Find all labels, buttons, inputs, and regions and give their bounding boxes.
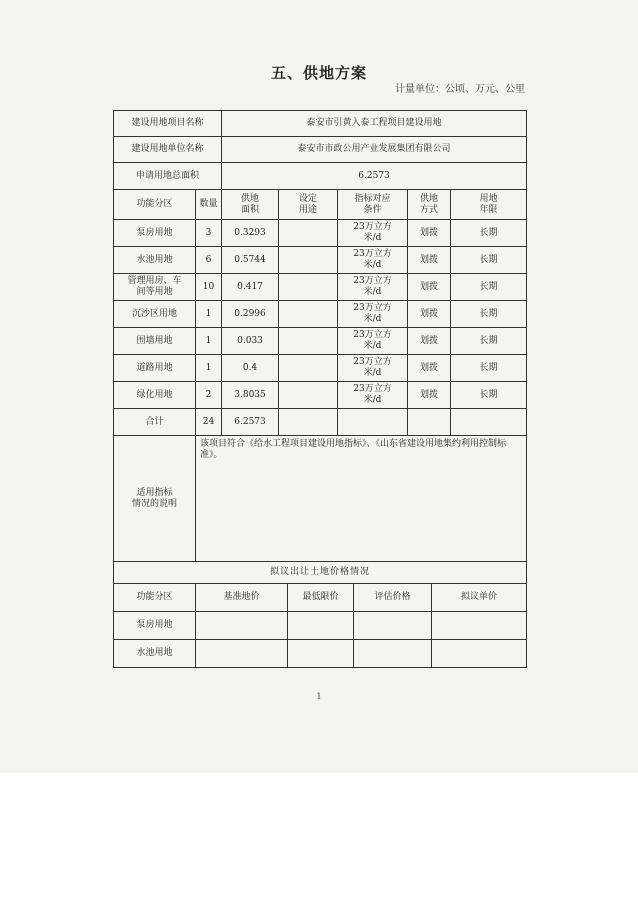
- cell-area: 0.2996: [222, 301, 279, 328]
- cell-method: 划拨: [408, 220, 451, 247]
- cell-cond: 23万立方 米/d: [338, 355, 408, 382]
- unit-note: 计量单位：公顷、万元、公里: [395, 84, 525, 95]
- table-header-row: [114, 190, 527, 220]
- cell-term: 长期: [451, 274, 527, 301]
- cell-term: 长期: [451, 247, 527, 274]
- price-rows: [114, 612, 527, 668]
- land-rows: [114, 220, 527, 409]
- project-name-label: 建设用地项目名称: [114, 111, 222, 137]
- land-supply-table: [113, 110, 527, 584]
- cell-method: 划拨: [408, 301, 451, 328]
- price-row: [114, 612, 527, 640]
- cell-cond: 23万立方 米/d: [338, 274, 408, 301]
- price-cell-eval: [354, 640, 432, 668]
- price-header-base: 基准地价: [196, 584, 288, 612]
- header-cond: 指标对应 条件: [338, 190, 408, 220]
- cell-qty: 1: [196, 328, 222, 355]
- table-row: [114, 355, 527, 382]
- unit-name-value: 泰安市市政公用产业发展集团有限公司: [222, 137, 527, 163]
- cell-cond: 23万立方 米/d: [338, 328, 408, 355]
- price-header-proposed: 拟议单价: [432, 584, 527, 612]
- price-cell-min: [288, 640, 354, 668]
- cell-func: 围墙用地: [114, 328, 196, 355]
- price-header-func: 功能分区: [114, 584, 196, 612]
- cell-term: 长期: [451, 220, 527, 247]
- cell-purpose: [279, 355, 338, 382]
- cell-area: 0.3293: [222, 220, 279, 247]
- table-row: [114, 382, 527, 409]
- cell-area: 0.417: [222, 274, 279, 301]
- cell-method: 划拨: [408, 355, 451, 382]
- header-method: 供地 方式: [408, 190, 451, 220]
- note-text: 该项目符合《给水工程项目建设用地指标》、《山东省建设用地集约利用控制标准》。: [196, 436, 527, 562]
- price-header-min: 最低限价: [288, 584, 354, 612]
- cell-purpose: [279, 274, 338, 301]
- cell-purpose: [279, 247, 338, 274]
- cell-qty: 2: [196, 382, 222, 409]
- price-cell-proposed: [432, 640, 527, 668]
- cell-area: 0.4: [222, 355, 279, 382]
- cell-qty: 10: [196, 274, 222, 301]
- price-cell-min: [288, 612, 354, 640]
- cell-term: 长期: [451, 382, 527, 409]
- cell-purpose: [279, 328, 338, 355]
- table-row: [114, 274, 527, 301]
- header-term: 用地 年限: [451, 190, 527, 220]
- cell-term: 长期: [451, 328, 527, 355]
- cell-method: 划拨: [408, 247, 451, 274]
- table-row: [114, 220, 527, 247]
- price-cell-func: 泵房用地: [114, 612, 196, 640]
- price-cell-eval: [354, 612, 432, 640]
- total-qty: 24: [196, 409, 222, 436]
- cell-cond: 23万立方 米/d: [338, 382, 408, 409]
- page-number: 1: [316, 692, 322, 701]
- note-label: 适用指标 情况的说明: [114, 436, 196, 562]
- project-name-value: 泰安市引黄入泰工程项目建设用地: [222, 111, 527, 137]
- cell-term: 长期: [451, 355, 527, 382]
- cell-cond: 23万立方 米/d: [338, 247, 408, 274]
- header-purpose: 设定 用途: [279, 190, 338, 220]
- price-cell-base: [196, 612, 288, 640]
- cell-func: 水池用地: [114, 247, 196, 274]
- price-cell-func: 水池用地: [114, 640, 196, 668]
- cell-area: 0.033: [222, 328, 279, 355]
- cell-func: 绿化用地: [114, 382, 196, 409]
- cell-method: 划拨: [408, 382, 451, 409]
- cell-cond: 23万立方 米/d: [338, 220, 408, 247]
- price-section-title: 拟议出让土地价格情况: [114, 562, 527, 584]
- cell-purpose: [279, 382, 338, 409]
- cell-qty: 1: [196, 301, 222, 328]
- total-label: 合计: [114, 409, 196, 436]
- price-header-eval: 评估价格: [354, 584, 432, 612]
- total-area: 6.2573: [222, 409, 279, 436]
- header-qty: 数量: [196, 190, 222, 220]
- unit-name-label: 建设用地单位名称: [114, 137, 222, 163]
- cell-qty: 1: [196, 355, 222, 382]
- price-row: [114, 640, 527, 668]
- cell-area: 3.8035: [222, 382, 279, 409]
- page-title: 五、供地方案: [270, 64, 367, 82]
- price-header-row: [114, 584, 527, 612]
- cell-func: 管理用房、车 间等用地: [114, 274, 196, 301]
- total-area-value: 6.2573: [222, 163, 527, 190]
- price-table: [113, 583, 527, 668]
- cell-func: 沉沙区用地: [114, 301, 196, 328]
- cell-cond: 23万立方 米/d: [338, 301, 408, 328]
- total-area-label: 申请用地总面积: [114, 163, 222, 190]
- header-area: 供地 面积: [222, 190, 279, 220]
- price-cell-proposed: [432, 612, 527, 640]
- cell-purpose: [279, 301, 338, 328]
- total-row: [114, 409, 527, 436]
- cell-method: 划拨: [408, 328, 451, 355]
- table-row: [114, 301, 527, 328]
- cell-purpose: [279, 220, 338, 247]
- price-cell-base: [196, 640, 288, 668]
- cell-qty: 6: [196, 247, 222, 274]
- table-row: [114, 328, 527, 355]
- cell-qty: 3: [196, 220, 222, 247]
- cell-method: 划拨: [408, 274, 451, 301]
- table-row: [114, 247, 527, 274]
- cell-area: 0.5744: [222, 247, 279, 274]
- cell-func: 道路用地: [114, 355, 196, 382]
- cell-term: 长期: [451, 301, 527, 328]
- cell-func: 泵房用地: [114, 220, 196, 247]
- header-func: 功能分区: [114, 190, 196, 220]
